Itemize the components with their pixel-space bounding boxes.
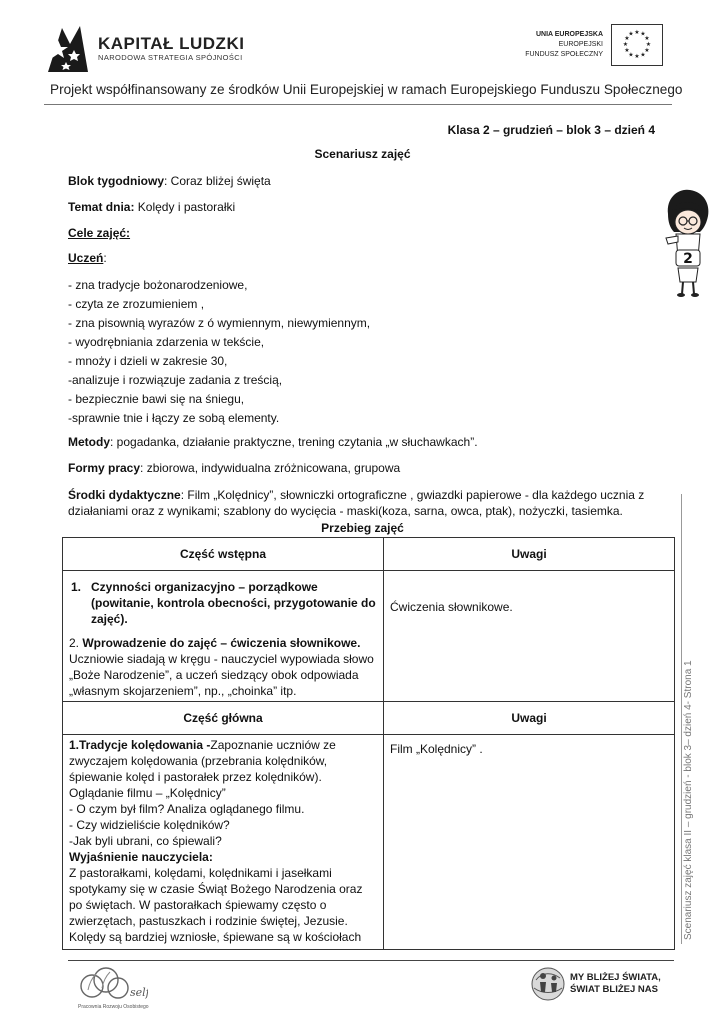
svg-text:★: ★: [628, 51, 634, 59]
goal-item: -sprawnie tnie i łączy ze sobą elementy.: [68, 411, 280, 425]
self-mark-text: self: [130, 986, 148, 999]
teaching-aids: [68, 487, 668, 519]
student-colon: :: [103, 251, 107, 265]
methods-value: : pogadanka, działanie praktyczne, trening czytania „w słuchawkach”.: [110, 435, 478, 449]
mascot-girl-icon: [662, 186, 712, 298]
intro-part-cell: [63, 571, 384, 702]
eu-flag-icon: [611, 24, 663, 66]
class-line: Klasa 2 – grudzień – blok 3 – dzień 4: [447, 123, 655, 137]
svg-text:★: ★: [644, 47, 650, 54]
svg-text:★: ★: [628, 30, 634, 38]
main-part-header: Część główna: [63, 702, 384, 735]
step-2-number: 2.: [69, 636, 83, 650]
table-row: [63, 735, 675, 950]
kapital-ludzki-emblem-icon: [44, 20, 92, 76]
goal-item: - zna pisownią wyrazów z ó wymiennym, niewymiennym,: [68, 316, 371, 330]
my-blizej-swiata-logo: [530, 962, 680, 1012]
weekly-block-value: : Coraz bliżej święta: [164, 174, 271, 188]
step-2-text: Uczniowie siadają w kręgu - nauczyciel wypowiada słowo „Boże Narodzenie”, a uczeń siedzący obok odpowiada „własnym skojarzeniem”, np., „choinka” itp.: [69, 652, 374, 698]
goal-item: - wyodrębniania zdarzenia w tekście,: [68, 335, 265, 349]
self-caption: Pracownia Rozwoju Osobistego: [78, 1004, 149, 1010]
main-intro-text: Zapoznanie uczniów ze zwyczajem kolędowania (przebrania kolędników, śpiewanie kolęd i pastorałek przez kolędników).: [69, 738, 336, 784]
main-line: - Czy widzieliście kolędników?: [69, 818, 230, 832]
mbs-line-1: MY BLIŻEJ ŚWIATA,: [570, 972, 661, 983]
table-header-row: [63, 538, 675, 571]
day-topic-label: Temat dnia:: [68, 200, 135, 214]
mascot-number: 2: [683, 251, 693, 267]
weekly-block-label: Blok tygodniowy: [68, 174, 164, 188]
mbs-text: [570, 972, 661, 996]
work-forms: [68, 460, 400, 476]
goal-item: - bezpiecznie bawi się na śniegu,: [68, 392, 245, 406]
kapital-ludzki-logo: [44, 20, 259, 76]
weekly-block: [68, 173, 271, 189]
table-row: [63, 571, 675, 702]
eu-line-2: EUROPEJSKI: [558, 41, 603, 48]
teaching-aids-label: Środki dydaktyczne: [68, 488, 181, 502]
kapital-ludzki-title: KAPITAŁ LUDZKI: [98, 34, 245, 53]
svg-text:★: ★: [622, 41, 629, 48]
remarks-header: Uwagi: [384, 538, 675, 571]
work-forms-label: Formy pracy: [68, 461, 141, 475]
step-1: [69, 579, 377, 627]
goals-list: [68, 277, 370, 429]
svg-text:★: ★: [645, 41, 652, 48]
svg-text:★: ★: [624, 35, 630, 42]
side-divider: [681, 494, 682, 944]
svg-text:★: ★: [634, 29, 640, 36]
step-2-title: Wprowadzenie do zajęć – ćwiczenia słownikowe.: [82, 636, 361, 650]
student-heading: [68, 250, 107, 266]
header-divider: [44, 104, 672, 105]
kapital-ludzki-subtitle: NARODOWA STRATEGIA SPÓJNOŚCI: [98, 53, 243, 62]
project-cofinancing-line: Projekt współfinansowany ze środków Unii Europejskiej w ramach Europejskiego Funduszu Społecznego: [50, 82, 683, 97]
day-topic-value: Kolędy i pastorałki: [134, 200, 236, 214]
svg-text:★: ★: [640, 51, 646, 59]
eu-line-3: FUNDUSZ SPOŁECZNY: [525, 51, 603, 58]
step-1-number: 1.: [71, 580, 82, 594]
svg-text:★: ★: [624, 47, 630, 54]
teacher-explanation-label: Wyjaśnienie nauczyciela:: [69, 850, 213, 864]
eu-line-1: UNIA EUROPEJSKA: [535, 31, 603, 38]
goal-item: - czyta ze zrozumieniem ,: [68, 297, 205, 311]
step-2: [69, 635, 377, 699]
scenario-title: Scenariusz zajęć: [314, 147, 411, 161]
goal-item: - zna tradycje bożonarodzeniowe,: [68, 278, 248, 292]
mascot-illustration: [662, 186, 712, 298]
methods-label: Metody: [68, 435, 110, 449]
intro-part-header: Część wstępna: [63, 538, 384, 571]
day-topic: [68, 199, 235, 215]
mbs-line-2: ŚWIAT BLIŻEJ NAS: [570, 984, 658, 995]
main-remarks-cell: Film „Kolędnicy” .: [384, 735, 675, 950]
work-forms-value: : zbiorowa, indywidualna zróżnicowana, grupowa: [140, 461, 401, 475]
methods: [68, 434, 478, 450]
main-line: Oglądanie filmu – „Kolędnicy”: [69, 786, 226, 800]
eu-text: [525, 30, 603, 60]
goal-item: -analizuje i rozwiązuje zadania z treścią,: [68, 373, 283, 387]
teaching-aids-value: : Film „Kolędnicy”, słowniczki ortograficzne , gwiazdki papierowe - dla każdego ucznia z działaniami oraz z wynikami; szablony do wycięcia - maski(koza, sarna, owca, ptak), nożyczki, tasiemka.: [68, 488, 645, 518]
main-intro: [69, 737, 377, 785]
lesson-table: [62, 537, 675, 950]
svg-text:★: ★: [644, 35, 650, 42]
goals-heading: Cele zajęć:: [68, 226, 131, 240]
student-label: Uczeń: [68, 251, 104, 265]
self-logo: [78, 966, 148, 1014]
globe-people-icon: [530, 962, 566, 1008]
teacher-explanation-text: Z pastorałkami, kolędami, kolędnikami i jasełkami spotykamy się w czasie Świąt Bożego Narodzenia oraz po świętach. W pastorałkach śpiewamy często o zwierzętach, pastuszkach i rodzinie świętej, Jezusie. Kolędy są bardziej wzniosłe, śpiewane są w kościołach: [69, 866, 363, 944]
eu-logo: [505, 24, 665, 74]
step-1-text: Czynności organizacyjno – porządkowe (powitanie, kontrola obecności, przygotowanie do zajęć).: [91, 580, 376, 626]
table-header-row: [63, 702, 675, 735]
main-line: -Jak byli ubrani, co śpiewali?: [69, 834, 222, 848]
side-footer-text: Scenariusz zajęć klasa II – grudzień - blok 3– dzień 4- Strona 1: [683, 660, 694, 940]
goal-item: - mnoży i dzieli w zakresie 30,: [68, 354, 228, 368]
self-people-icon: [78, 966, 148, 1004]
svg-text:★: ★: [634, 53, 640, 60]
main-title: 1.Tradycje kolędowania -: [69, 738, 211, 752]
remarks-header: Uwagi: [384, 702, 675, 735]
main-part-cell: [63, 735, 384, 950]
lesson-course-title: Przebieg zajęć: [321, 521, 404, 535]
svg-text:★: ★: [640, 30, 646, 38]
footer-divider: [68, 960, 674, 961]
main-line: - O czym był film? Analiza oglądanego filmu.: [69, 802, 305, 816]
intro-remarks-cell: Ćwiczenia słownikowe.: [384, 571, 675, 702]
